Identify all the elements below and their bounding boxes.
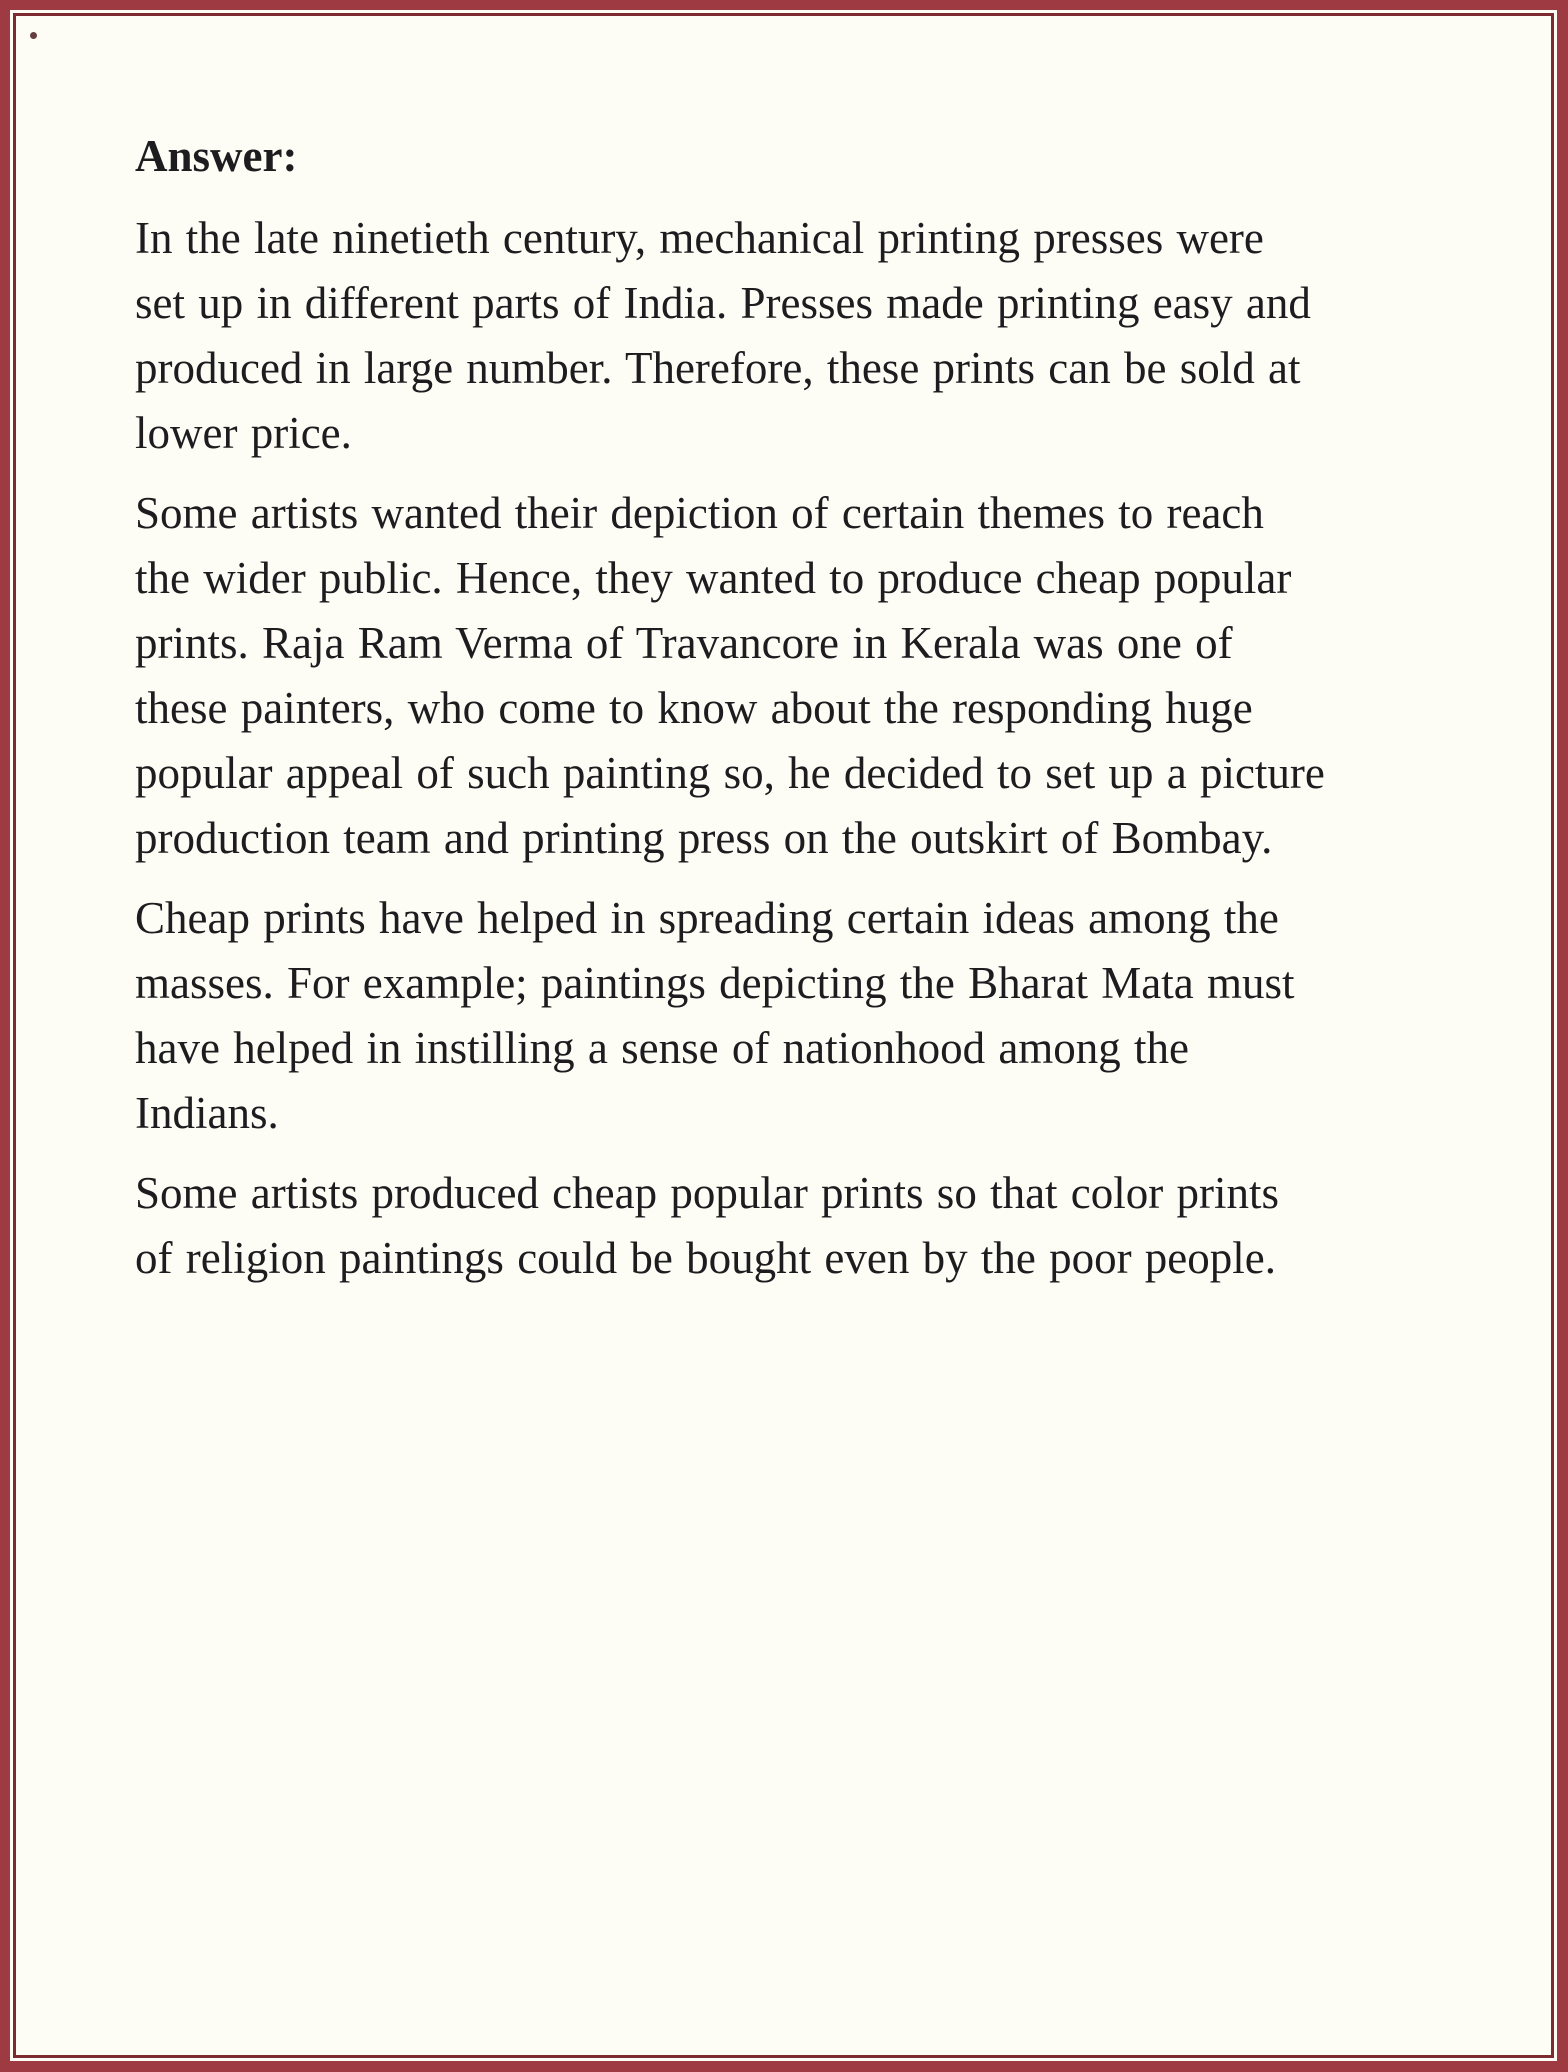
answer-heading: Answer:	[135, 131, 298, 181]
text-line: In the late ninetieth century, mechanical printing presses were	[135, 213, 1264, 263]
text-line: lower price.	[135, 408, 352, 458]
text-line: Some artists wanted their depiction of certain themes to reach	[135, 488, 1264, 538]
text-line: these painters, who come to know about the responding huge	[135, 683, 1253, 733]
paragraph-2	[135, 481, 1461, 871]
page-frame	[10, 10, 1557, 2061]
paragraph-1	[135, 206, 1461, 466]
text-line: Some artists produced cheap popular prints so that color prints	[135, 1168, 1280, 1218]
text-line: of religion paintings could be bought even by the poor people.	[135, 1233, 1277, 1283]
text-line: the wider public. Hence, they wanted to produce cheap popular	[135, 553, 1292, 603]
text-line: popular appeal of such painting so, he decided to set up a picture	[135, 748, 1325, 798]
text-line: set up in different parts of India. Presses made printing easy and	[135, 278, 1311, 328]
text-line: Cheap prints have helped in spreading certain ideas among the	[135, 893, 1279, 943]
page-border-sheet	[13, 13, 1554, 2058]
text-line: produced in large number. Therefore, these prints can be sold at	[135, 343, 1301, 393]
text-line: prints. Raja Ram Verma of Travancore in Kerala was one of	[135, 618, 1233, 668]
text-line: production team and printing press on the outskirt of Bombay.	[135, 813, 1273, 863]
text-line: Indians.	[135, 1088, 279, 1138]
scan-speck	[30, 32, 37, 39]
paragraph-3	[135, 886, 1461, 1146]
text-line: masses. For example; paintings depicting the Bharat Mata must	[135, 958, 1295, 1008]
paragraph-4	[135, 1161, 1461, 1291]
text-line: have helped in instilling a sense of nationhood among the	[135, 1023, 1190, 1073]
